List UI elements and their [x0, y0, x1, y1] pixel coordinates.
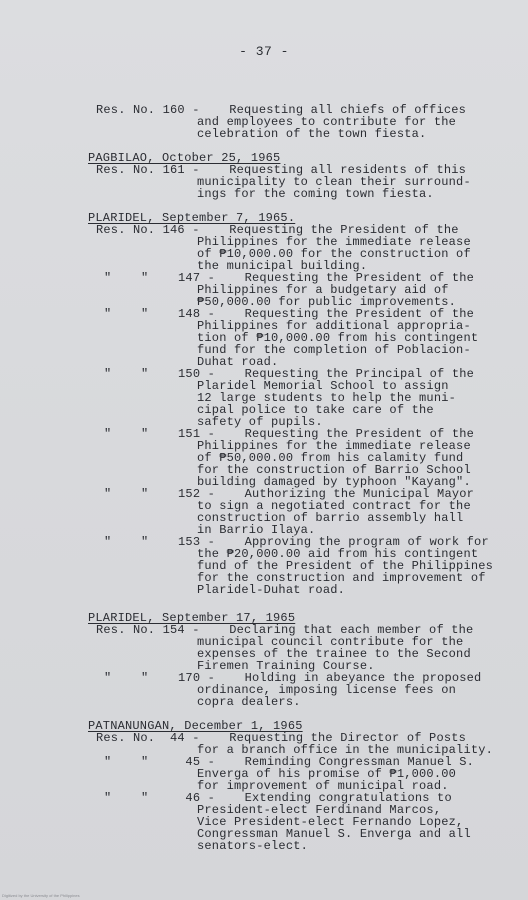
text-line: cipal police to take care of the: [197, 403, 434, 417]
text-line: ₱50,000.00 for public improvements.: [197, 295, 457, 309]
text-line: Philippines for additional appropria-: [197, 319, 471, 333]
text-line: in Barrio Ilaya.: [197, 523, 316, 537]
text-line: Plaridel-Duhat road.: [197, 583, 346, 597]
text-line: senators-elect.: [197, 839, 309, 853]
text-line: Enverga of his promise of ₱1,000.00: [197, 767, 457, 781]
text-line: " " 150 - Requesting the Principal of the: [104, 367, 475, 381]
text-line: the ₱20,000.00 aid from his contingent: [197, 547, 479, 561]
section-heading: PAGBILAO, October 25, 1965: [88, 151, 281, 165]
section-heading: PLARIDEL, September 17, 1965: [88, 611, 296, 625]
text-line: for improvement of municipal road.: [197, 779, 449, 793]
text-line: Congressman Manuel S. Enverga and all: [197, 827, 471, 841]
text-line: for a branch office in the municipality.: [197, 743, 494, 757]
text-line: tion of ₱10,000.00 from his contingent: [197, 331, 479, 345]
text-line: " " 147 - Requesting the President of the: [104, 271, 475, 285]
text-line: for the construction and improvement of: [197, 571, 486, 585]
text-line: municipality to clean their surround-: [197, 175, 471, 189]
text-line: of ₱10,000.00 for the construction of: [197, 247, 471, 261]
text-line: 12 large students to help the muni-: [197, 391, 457, 405]
text-line: " " 46 - Extending congratulations to: [104, 791, 452, 805]
text-line: building damaged by typhoon "Kayang".: [197, 475, 471, 489]
text-line: " " 170 - Holding in abeyance the proposed: [104, 671, 482, 685]
text-line: to sign a negotiated contract for the: [197, 499, 471, 513]
text-line: " " 45 - Reminding Congressman Manuel S.: [104, 755, 475, 769]
text-line: Res. No. 161 - Requesting all residents of this: [96, 163, 467, 177]
text-line: Res. No. 160 - Requesting all chiefs of offices: [96, 103, 467, 117]
text-line: Philippines for a budgetary aid of: [197, 283, 449, 297]
text-line: fund for the completion of Poblacion-: [197, 343, 471, 357]
page-number: - 37 -: [239, 44, 289, 59]
text-line: for the construction of Barrio School: [197, 463, 471, 477]
text-line: fund of the President of the Philippines: [197, 559, 494, 573]
text-line: Philippines for the immediate release: [197, 439, 471, 453]
text-line: and employees to contribute for the: [197, 115, 457, 129]
text-line: Firemen Training Course.: [197, 659, 375, 673]
text-line: Res. No. 146 - Requesting the President of the: [96, 223, 459, 237]
text-line: " " 148 - Requesting the President of the: [104, 307, 475, 321]
text-line: copra dealers.: [197, 695, 301, 709]
text-line: Plaridel Memorial School to assign: [197, 379, 449, 393]
text-line: celebration of the town fiesta.: [197, 127, 427, 141]
text-line: President-elect Ferdinand Marcos,: [197, 803, 442, 817]
text-line: Duhat road.: [197, 355, 279, 369]
section-heading: PLARIDEL, September 7, 1965.: [88, 211, 296, 225]
text-line: Res. No. 44 - Requesting the Director of Posts: [96, 731, 467, 745]
footer-note: Digitized by the University of the Philippines: [2, 893, 80, 898]
text-line: " " 152 - Authorizing the Municipal Mayor: [104, 487, 475, 501]
text-line: of ₱50,000.00 from his calamity fund: [197, 451, 464, 465]
text-line: " " 151 - Requesting the President of the: [104, 427, 475, 441]
text-line: Res. No. 154 - Declaring that each member of the: [96, 623, 474, 637]
text-line: ordinance, imposing license fees on: [197, 683, 457, 697]
text-line: ings for the coming town fiesta.: [197, 187, 434, 201]
section-heading: PATNANUNGAN, December 1, 1965: [88, 719, 303, 733]
text-line: municipal council contribute for the: [197, 635, 464, 649]
text-line: " " 153 - Approving the program of work for: [104, 535, 489, 549]
text-line: safety of pupils.: [197, 415, 323, 429]
text-line: expenses of the trainee to the Second: [197, 647, 471, 661]
text-line: construction of barrio assembly hall: [197, 511, 464, 525]
text-line: Philippines for the immediate release: [197, 235, 471, 249]
text-line: Vice President-elect Fernando Lopez,: [197, 815, 464, 829]
text-line: the municipal building.: [197, 259, 368, 273]
